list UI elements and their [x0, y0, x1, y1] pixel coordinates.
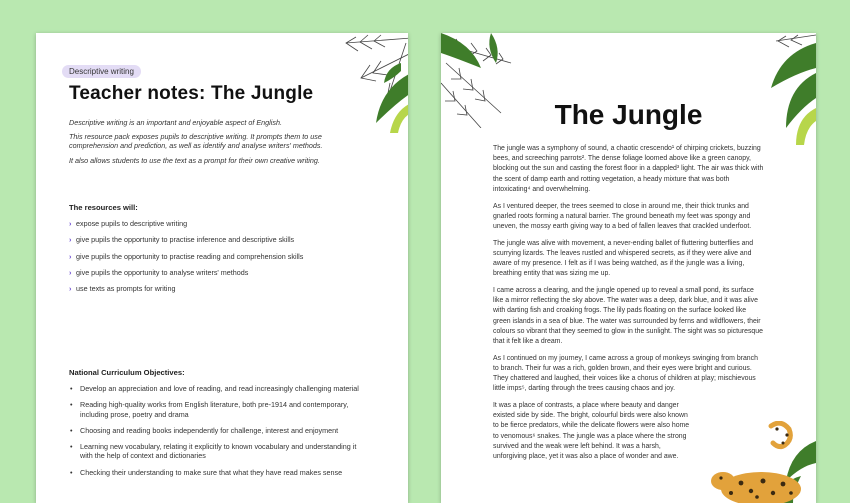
- story-paragraph: It was a place of contrasts, a place where beauty and danger existed side by side. The bright, colourful birds were also known to be fierce predators, while the delicate flowers were also home to venomous⁶ snakes. The jungle was a place where the strong survived and the weak were left behind. It was a harsh, unforgiving place, yet it was also a place of wonder and awe.: [493, 401, 690, 460]
- bullet-icon: •: [70, 442, 73, 452]
- list-item: • Develop an appreciation and love of reading, and read increasingly challenging material: [70, 384, 359, 393]
- intro-text: [69, 118, 369, 170]
- bullet-icon: •: [70, 425, 73, 435]
- list-item: › give pupils the opportunity to analyse writers' methods: [69, 267, 249, 277]
- bullet-icon: •: [70, 467, 73, 477]
- page-title: Teacher notes: The Jungle: [69, 83, 314, 104]
- list-item: • Reading high-quality works from English literature, both pre-1914 and contemporary, including prose, poetry and drama: [70, 400, 349, 419]
- list-item: • Learning new vocabulary, relating it explicitly to known vocabulary and understanding it with the help of context and dictionaries: [70, 442, 357, 461]
- story-page: [441, 33, 816, 503]
- chevron-right-icon: ›: [69, 219, 72, 228]
- resources-heading: The resources will:: [69, 203, 138, 212]
- chevron-right-icon: ›: [69, 284, 72, 294]
- story-paragraph: As I ventured deeper, the trees seemed to close in around me, their thick trunks and gnarled roots forming a natural barrier. The ground beneath my feet was spongy and uneven, the mossy earth giving way to a bed of fallen leaves that crackled underfoot.: [493, 202, 752, 230]
- resources-list: [69, 219, 359, 300]
- list-item: • Choosing and reading books independently for challenge, interest and enjoyment: [70, 425, 339, 435]
- intro-paragraph: It also allows students to use the text as a prompt for their own creative writing.: [69, 155, 320, 165]
- intro-paragraph: This resource pack exposes pupils to descriptive writing. It prompts them to use comprehension and prediction, as well as identify and analyse writers' methods.: [69, 132, 323, 151]
- list-item: › use texts as prompts for writing: [69, 284, 176, 294]
- list-item: › expose pupils to descriptive writing: [69, 219, 188, 228]
- intro-paragraph: Descriptive writing is an important and enjoyable aspect of English.: [69, 118, 282, 127]
- list-item: › give pupils the opportunity to practise inference and descriptive skills: [69, 235, 295, 245]
- list-item: › give pupils the opportunity to practise reading and comprehension skills: [69, 251, 304, 261]
- story-title: The Jungle: [554, 99, 703, 130]
- category-tag: Descriptive writing: [62, 65, 141, 78]
- list-item: • Checking their understanding to make sure that what they have read makes sense: [70, 467, 343, 477]
- teacher-notes-page: [36, 33, 408, 503]
- story-paragraph: I came across a clearing, and the jungle opened up to reveal a small pond, its surface like a mirror reflecting the sky above. The water was a deep, dark blue, and it was alive with darting fish and croaking frogs. The lily pads floating on the surface looked like green islands in a sea of blue. The water was surrounded by ferns and wildflowers, their colours so vibrant that they seemed to glow in the sunlight. The sight was so picturesque that it felt like a dream.: [493, 286, 763, 345]
- story-paragraph: As I continued on my journey, I came across a group of monkeys swinging from branch to branch. Their fur was a rich, golden brown, and their eyes were bright and curious. They chattered and laughed, their voices like a chorus of children at play; mischievous little imps⁵, darting through the trees causing chaos and joy.: [493, 354, 758, 393]
- chevron-right-icon: ›: [69, 251, 72, 261]
- leopard-illustration: [701, 421, 816, 503]
- chevron-right-icon: ›: [69, 235, 72, 245]
- chevron-right-icon: ›: [69, 267, 72, 277]
- objectives-list: [69, 384, 359, 484]
- story-paragraph: The jungle was a symphony of sound, a chaotic crescendo¹ of chirping crickets, buzzing bees, and screeching parrots². The dense foliage loomed above like a green canopy, blocking out the sun and casting the forest floor in a dappled³ light. The air was thick with the scent of damp earth and rotting vegetation, a heady mixture that was both intoxicating⁴ and overwhelming.: [493, 145, 764, 193]
- objectives-heading: National Curriculum Objectives:: [69, 368, 185, 377]
- bullet-icon: •: [70, 400, 73, 410]
- bullet-icon: •: [70, 384, 73, 393]
- story-text: [493, 144, 765, 469]
- story-paragraph: The jungle was alive with movement, a never-ending ballet of fluttering butterflies and scurrying lizards. The leaves rustled and whispered secrets, as if they were alive and aware of my presence. I felt as if I was being watched, as if the jungle was a living, breathing entity that was sizing me up.: [493, 239, 754, 278]
